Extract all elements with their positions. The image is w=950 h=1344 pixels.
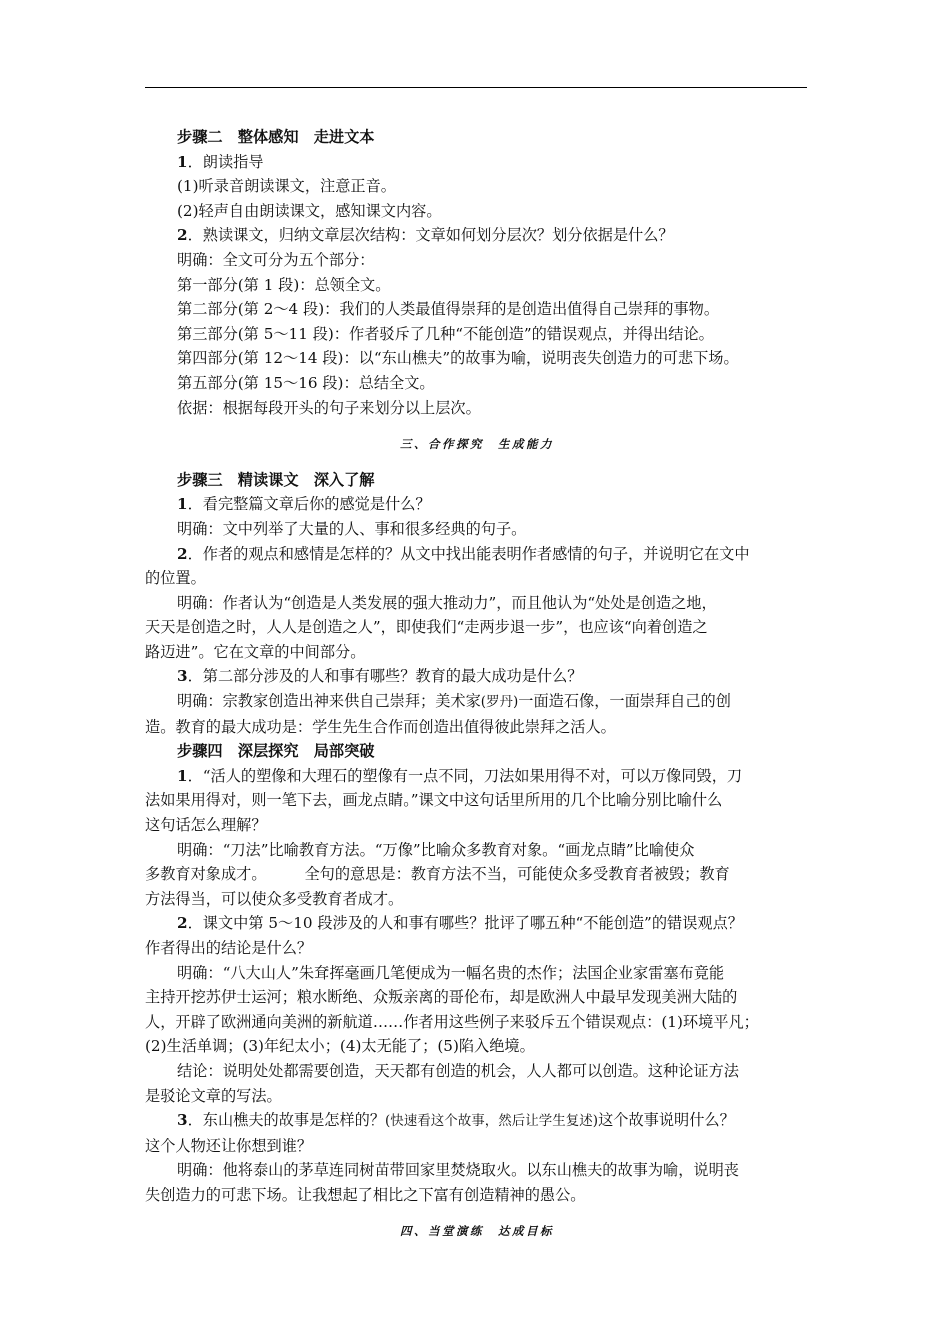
step3-q2-answer-line1: 明确：作者认为“创造是人类发展的强大推动力”，而且他认为“处处是创造之地， <box>177 593 717 612</box>
step2-part4: 第四部分(第 12～14 段)：以“东山樵夫”的故事为喻，说明丧失创造力的可悲下场。 <box>177 349 739 368</box>
step3-q2-answer-line2: 天天是创造之时，人人是创造之人”，即使我们“走两步退一步”，也应该“向着创造之 <box>145 618 708 637</box>
step4-q1-answer-line3: 方法得当，可以使众多受教育者成才。 <box>145 889 404 908</box>
step4-q3-answer-line1: 明确：他将泰山的茅草连同树苗带回家里焚烧取火。以东山樵夫的故事为喻，说明丧 <box>177 1161 739 1180</box>
step3-q2-answer-line3: 路迈进”。它在文章的中间部分。 <box>145 642 366 661</box>
step2-part1: 第一部分(第 1 段)：总领全文。 <box>177 275 391 294</box>
step2-heading: 步骤二 整体感知 走进文本 <box>177 128 375 146</box>
step2-q1-b: (2)轻声自由朗读课文，感知课文内容。 <box>177 201 442 220</box>
step4-q1-line1: 1．“活人的塑像和大理石的塑像有一点不同，刀法如果用得不对，可以万像同毁，刀 <box>177 766 743 785</box>
step4-q1-answer-line1: 明确：“刀法”比喻教育方法。“万像”比喻众多教育对象。“画龙点睛”比喻使众 <box>177 840 695 859</box>
step2-part5: 第五部分(第 15～16 段)：总结全文。 <box>177 373 435 392</box>
step2-part3: 第三部分(第 5～11 段)：作者驳斥了几种“不能创造”的错误观点，并得出结论。 <box>177 324 714 343</box>
step2-q2: 2．熟读课文，归纳文章层次结构：文章如何划分层次？划分依据是什么？ <box>177 226 674 245</box>
step4-conclusion-line2: 是驳论文章的写法。 <box>145 1086 282 1105</box>
step2-basis: 依据：根据每段开头的句子来划分以上层次。 <box>177 398 481 417</box>
step3-q2-line1: 2．作者的观点和感情是怎样的？从文中找出能表明作者感情的句子，并说明它在文中 <box>177 544 750 563</box>
section-3-title: 三、合作探究 生成能力 <box>400 436 554 451</box>
step4-q2-answer-line3: 人，开辟了欧洲通向美洲的新航道……作者用这些例子来驳斥五个错误观点：(1)环境平凡； <box>145 1012 759 1031</box>
step3-q3-answer-line1: 明确：宗教家创造出神来供自己崇拜；美术家(罗丹)一面造石像，一面崇拜自己的创 <box>177 692 731 711</box>
step4-q2-answer-line2: 主持开挖苏伊士运河；粮水断绝、众叛亲离的哥伦布，却是欧洲人中最早发现美洲大陆的 <box>145 988 738 1007</box>
step3-q1-answer: 明确：文中列举了大量的人、事和很多经典的句子。 <box>177 519 527 538</box>
step4-q3-line1: 3．东山樵夫的故事是怎样的？(快速看这个故事，然后让学生复述)这个故事说明什么？ <box>177 1111 735 1130</box>
section-4-title: 四、当堂演练 达成目标 <box>400 1224 554 1239</box>
header-rule <box>145 87 807 88</box>
step3-q3-answer-line2: 造。教育的最大成功是：学生先生合作而创造出值得彼此崇拜之活人。 <box>145 717 616 736</box>
step4-q2-line2: 作者得出的结论是什么？ <box>145 939 313 957</box>
step4-q3-answer-line2: 失创造力的可悲下场。让我想起了相比之下富有创造精神的愚公。 <box>145 1185 586 1204</box>
step3-q3: 3．第二部分涉及的人和事有哪些？教育的最大成功是什么？ <box>177 667 583 686</box>
step2-q1-a: (1)听录音朗读课文，注意正音。 <box>177 177 396 196</box>
step4-heading: 步骤四 深层探究 局部突破 <box>177 742 375 761</box>
step4-q1-line2: 法如果用得对，则一笔下去，画龙点睛。”课文中这句话里所用的几个比喻分别比喻什么 <box>145 791 723 810</box>
step4-q2-line1: 2．课文中第 5～10 段涉及的人和事有哪些？批评了哪五种“不能创造”的错误观点？ <box>177 914 743 933</box>
step3-heading: 步骤三 精读课文 深入了解 <box>177 470 375 489</box>
document-body <box>145 125 809 1255</box>
step2-part2: 第二部分(第 2～4 段)：我们的人类最值得崇拜的是创造出值得自己崇拜的事物。 <box>177 300 720 319</box>
step4-conclusion-line1: 结论：说明处处都需要创造，天天都有创造的机会，人人都可以创造。这种论证方法 <box>177 1061 739 1080</box>
step4-q1-line3: 这句话怎么理解？ <box>145 816 267 835</box>
step4-q3-line2: 这个人物还让你想到谁？ <box>145 1136 313 1155</box>
step4-q2-answer-line1: 明确：“八大山人”朱耷挥毫画几笔便成为一幅名贵的杰作；法国企业家雷塞布竟能 <box>177 963 725 982</box>
step3-q2-line2: 的位置。 <box>145 569 206 588</box>
step2-answer-intro: 明确：全文可分为五个部分： <box>177 250 375 269</box>
step4-q1-answer-line2: 多教育对象成才。 全句的意思是：教育方法不当，可能使众多受教育者被毁；教育 <box>145 865 730 884</box>
step3-q1: 1．看完整篇文章后你的感觉是什么？ <box>177 495 431 514</box>
step4-q2-answer-line4: (2)生活单调；(3)年纪太小；(4)太无能了；(5)陷入绝境。 <box>145 1037 535 1056</box>
step2-q1: 1．朗读指导 <box>177 152 264 171</box>
